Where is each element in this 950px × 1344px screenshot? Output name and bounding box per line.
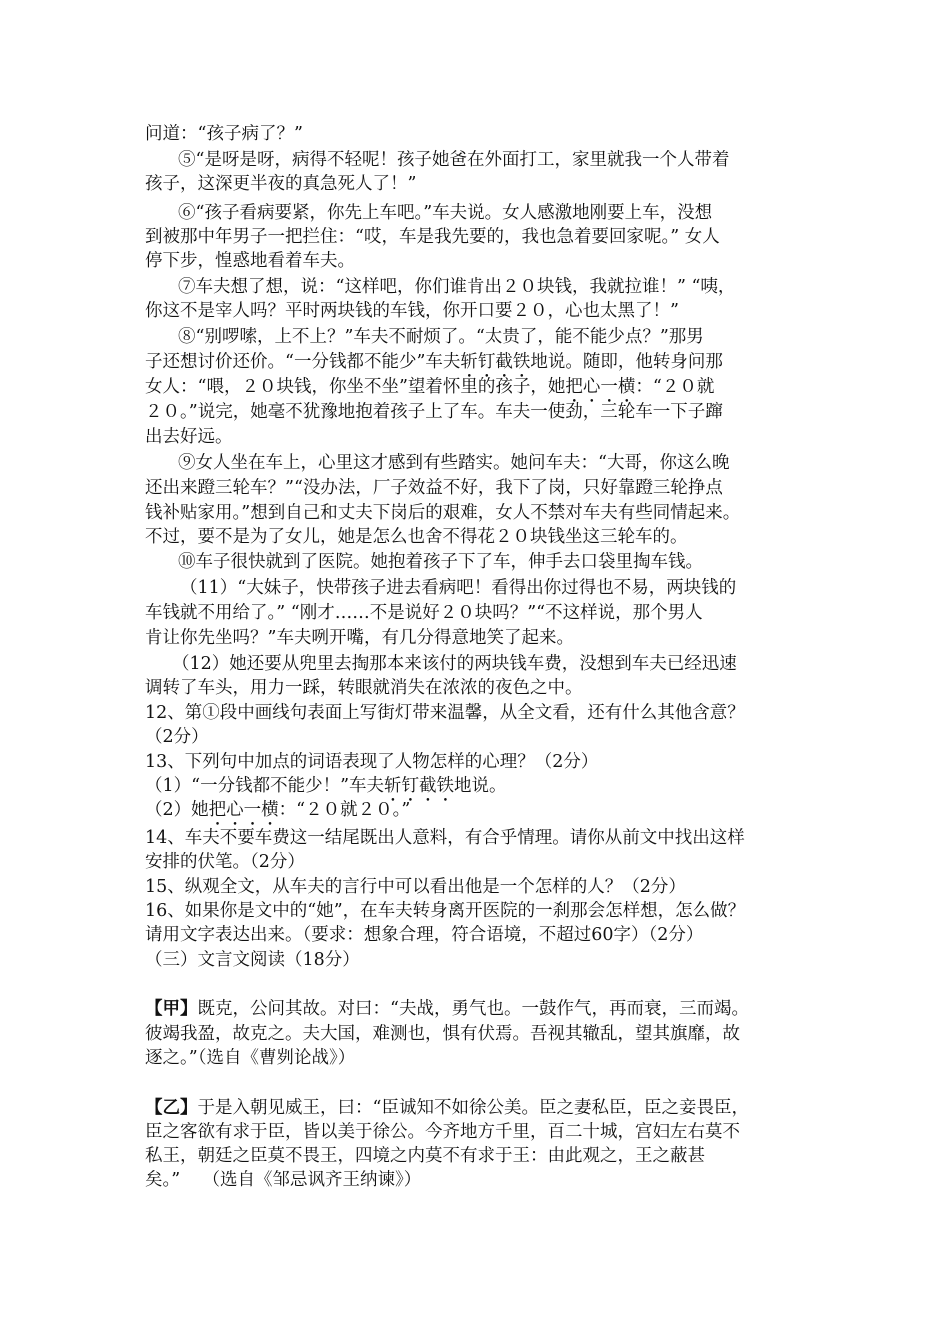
question-13-item-1: （1）“一分钱都不能少！”车夫斩钉截铁地说。 — [145, 776, 507, 796]
paragraph-11-line-2: 车钱就不用给了。” “刚才……不是说好２０块吗？”“不这样说，那个男人 — [145, 603, 703, 623]
paragraph-12-line-1: （12）她还要从兜里去掏那本来该付的两块钱车费，没想到车夫已经迅速 — [172, 654, 737, 674]
passage-jia-line-2: 彼竭我盈，故克之。夫大国，难测也，惧有伏焉。吾视其辙乱，望其旗靡，故 — [145, 1024, 740, 1044]
passage-jia-line-3: 逐之。”（选自《曹刿论战》） — [145, 1048, 356, 1068]
passage-tag-yi: 【乙】 — [145, 1098, 198, 1118]
paragraph-5-line-2: 孩子，这深更半夜的真急死人了！” — [145, 174, 417, 194]
emphasized-phrase: 斩钉截铁 — [384, 776, 455, 796]
emphasized-phrase: 把心一横 — [208, 800, 279, 820]
paragraph-9-line-1: ⑨女人坐在车上，心里这才感到有些踏实。她问车夫：“大哥，你这么晚 — [178, 453, 730, 473]
question-14-line-2: 安排的伏笔。（2分） — [145, 852, 305, 872]
section-heading-classical: （三）文言文阅读（18分） — [145, 950, 360, 970]
paragraph-7-line-2: 你这不是宰人吗？平时两块钱的车钱，你开口要２０，心也太黑了！” — [145, 301, 679, 321]
paragraph-11-line-3: 肯让你先坐吗？”车夫咧开嘴，有几分得意地笑了起来。 — [145, 628, 574, 648]
story-line: 问道：“孩子病了？” — [145, 124, 303, 144]
emphasized-phrase: 斩钉截铁 — [460, 352, 531, 372]
paragraph-8-line-1: ⑧“别啰嗦，上不上？”车夫不耐烦了。“太贵了，能不能少点？”那男 — [178, 327, 704, 347]
passage-yi-line-2: 臣之客欲有求于臣，皆以美于徐公。今齐地方千里，百二十城，宫妇左右莫不 — [145, 1122, 740, 1142]
passage-jia-line-1: 【甲】既克，公问其故。对曰：“夫战，勇气也。一鼓作气，再而衰，三而竭。 — [145, 999, 749, 1019]
paragraph-8-line-4: ２０。”说完，她毫不犹豫地抱着孩子上了车。车夫一使劲，三轮车一下子蹿 — [145, 402, 723, 422]
question-16-line-2: 请用文字表达出来。（要求：想象合理，符合语境，不超过60字）（2分） — [145, 925, 704, 945]
passage-tag-jia: 【甲】 — [145, 999, 198, 1019]
paragraph-11-line-1: （11）“大妹子，快带孩子进去看病吧！看得出你过得也不易，两块钱的 — [180, 578, 737, 598]
paragraph-6-line-3: 停下步，惶惑地看着车夫。 — [145, 251, 355, 271]
paragraph-6-line-2: 到被那中年男子一把拦住：“哎，车是我先要的，我也急着要回家呢。” 女人 — [145, 227, 720, 247]
paragraph-12-line-2: 调转了车头，用力一踩，转眼就消失在浓浓的夜色之中。 — [145, 678, 583, 698]
passage-yi-line-4: 矣。” （选自《邹忌讽齐王纳谏》） — [145, 1170, 422, 1190]
paragraph-8-line-3: 女人：“喂，２０块钱，你坐不坐”望着怀里的孩子，她把心一横：“２０就 — [145, 377, 715, 397]
question-13: 13、下列句中加点的词语表现了人物怎样的心理？（2分） — [145, 752, 599, 772]
passage-yi-line-3: 私王，朝廷之臣莫不畏王，四境之内莫不有求于王：由此观之，王之蔽甚 — [145, 1146, 705, 1166]
emphasized-phrase: 把心一横 — [565, 377, 636, 397]
paragraph-6-line-1: ⑥“孩子看病要紧，你先上车吧。”车夫说。女人感激地刚要上车，没想 — [178, 203, 713, 223]
question-15: 15、纵观全文，从车夫的言行中可以看出他是一个怎样的人？（2分） — [145, 877, 686, 897]
paragraph-10: ⑩车子很快就到了医院。她抱着孩子下了车，伸手去口袋里掏车钱。 — [178, 552, 703, 572]
question-12-line-2: （2分） — [145, 727, 209, 747]
paragraph-5-line-1: ⑤“是呀是呀，病得不轻呢！孩子她爸在外面打工，家里就我一个人带着 — [178, 150, 730, 170]
question-13-item-2: （2）她把心一横：“２０就２０。” — [145, 800, 411, 820]
paragraph-9-line-3: 钱补贴家用。”想到自己和丈夫下岗后的艰难，女人不禁对车夫有些同情起来。 — [145, 503, 741, 523]
question-14-line-1: 14、车夫不要车费这一结尾既出人意料，有合乎情理。请你从前文中找出这样 — [145, 828, 745, 848]
passage-yi-line-1: 【乙】于是入朝见威王，曰：“臣诚知不如徐公美。臣之妻私臣，臣之妾畏臣， — [145, 1098, 749, 1118]
question-16-line-1: 16、如果你是文中的“她”，在车夫转身离开医院的一刹那会怎样想，怎么做？ — [145, 901, 746, 921]
paragraph-8-line-2: 子还想讨价还价。“一分钱都不能少”车夫斩钉截铁地说。随即，他转身问那 — [145, 352, 723, 372]
paragraph-9-line-4: 不过，要不是为了女儿，她是怎么也舍不得花２０块钱坐这三轮车的。 — [145, 527, 688, 547]
paragraph-9-line-2: 还出来蹬三轮车？”“没办法，厂子效益不好，我下了岗，只好靠蹬三轮挣点 — [145, 478, 723, 498]
question-12-line-1: 12、第①段中画线句表面上写街灯带来温馨，从全文看，还有什么其他含意？ — [145, 703, 745, 723]
paragraph-7-line-1: ⑦车夫想了想，说：“这样吧，你们谁肯出２０块钱，我就拉谁！” “咦， — [178, 277, 736, 297]
paragraph-8-line-5: 出去好远。 — [145, 427, 233, 447]
